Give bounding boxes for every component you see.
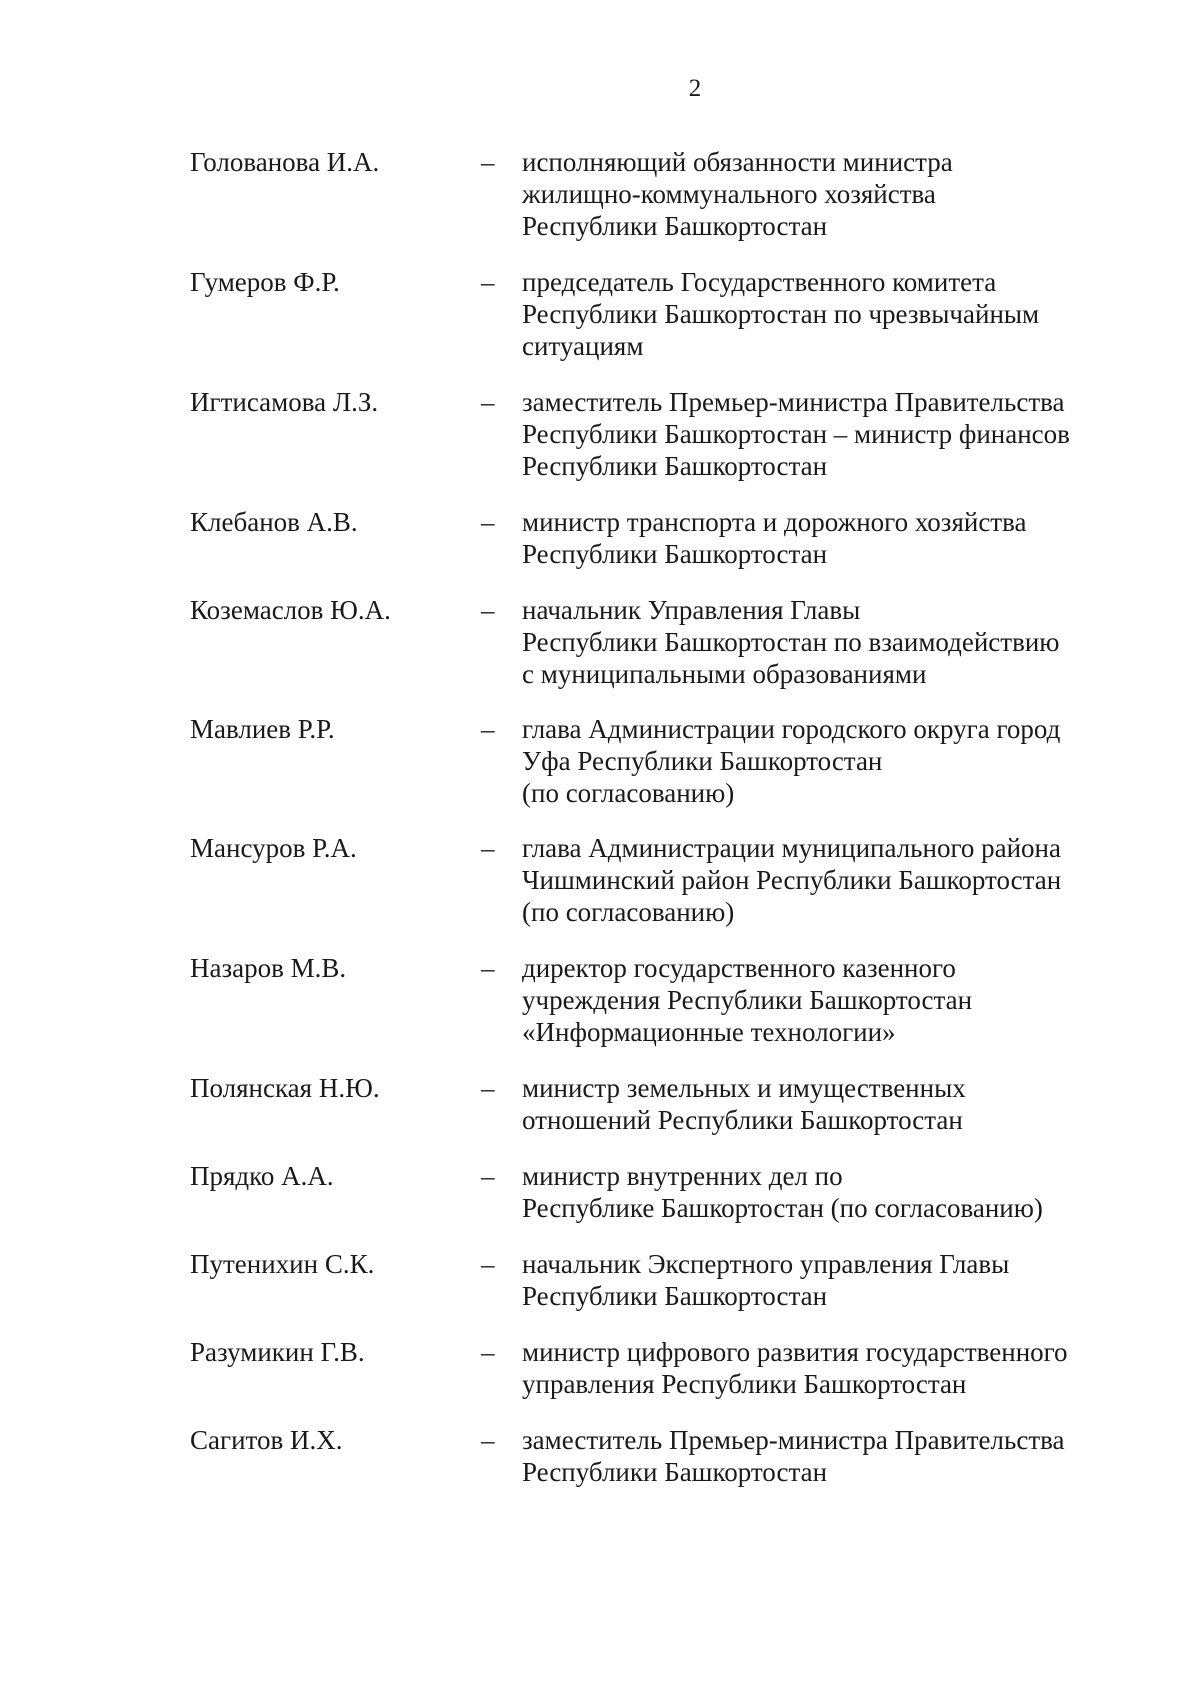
position-line: учреждения Республики Башкортостан: [522, 985, 973, 1015]
member-position: [522, 1072, 1152, 1136]
member-position: [522, 713, 1152, 809]
position-line: (по согласованию): [522, 897, 735, 927]
member-position: [522, 1248, 1152, 1312]
separator-dash: –: [481, 1161, 495, 1191]
member-position: [522, 1424, 1152, 1488]
separator-dash: –: [481, 595, 495, 625]
member-name: Клебанов А.В.: [190, 507, 358, 537]
separator-dash: –: [481, 267, 495, 297]
member-position: [522, 146, 1152, 242]
member-position: [522, 1336, 1152, 1400]
member-position: [522, 594, 1152, 690]
position-line: Республике Башкортостан (по согласованию): [522, 1193, 1043, 1223]
position-line: заместитель Премьер-министра Правительства: [522, 387, 1065, 417]
member-position: [522, 506, 1152, 570]
member-name: Мансуров Р.А.: [190, 833, 357, 863]
position-line: министр цифрового развития государственного: [522, 1337, 1068, 1367]
member-name: Назаров М.В.: [190, 953, 347, 983]
separator-dash: –: [481, 953, 495, 983]
member-name: Путенихин С.К.: [190, 1249, 375, 1279]
position-line: начальник Управления Главы: [522, 595, 861, 625]
position-line: Республики Башкортостан: [522, 211, 828, 241]
position-line: отношений Республики Башкортостан: [522, 1105, 963, 1135]
position-line: Чишминский район Республики Башкортостан: [522, 865, 1062, 895]
position-line: управления Республики Башкортостан: [522, 1369, 967, 1399]
member-name: Сагитов И.Х.: [190, 1425, 343, 1455]
separator-dash: –: [481, 833, 495, 863]
member-position: [522, 1160, 1152, 1224]
position-line: ситуациям: [522, 331, 644, 361]
position-line: председатель Государственного комитета: [522, 267, 997, 297]
position-line: министр земельных и имущественных: [522, 1073, 966, 1103]
position-line: «Информационные технологии»: [522, 1017, 896, 1047]
member-position: [522, 952, 1152, 1048]
member-name: Коземаслов Ю.А.: [190, 595, 391, 625]
position-line: (по согласованию): [522, 778, 735, 808]
member-position: [522, 266, 1152, 362]
position-line: заместитель Премьер-министра Правительства: [522, 1425, 1065, 1455]
position-line: жилищно-коммунального хозяйства: [522, 179, 936, 209]
position-line: Республики Башкортостан: [522, 1281, 828, 1311]
member-name: Мавлиев Р.Р.: [190, 714, 335, 744]
separator-dash: –: [481, 507, 495, 537]
separator-dash: –: [481, 147, 495, 177]
separator-dash: –: [481, 1337, 495, 1367]
separator-dash: –: [481, 1249, 495, 1279]
member-name: Прядко А.А.: [190, 1161, 334, 1191]
separator-dash: –: [481, 387, 495, 417]
position-line: глава Администрации городского округа город: [522, 714, 1061, 744]
position-line: начальник Экспертного управления Главы: [522, 1249, 1010, 1279]
position-line: директор государственного казенного: [522, 953, 956, 983]
separator-dash: –: [481, 1425, 495, 1455]
position-line: Республики Башкортостан – министр финансов: [522, 419, 1070, 449]
member-position: [522, 832, 1152, 928]
page-number: 2: [688, 75, 702, 102]
member-name: Игтисамова Л.З.: [190, 387, 379, 417]
member-name: Голованова И.А.: [190, 147, 380, 177]
position-line: исполняющий обязанности министра: [522, 147, 953, 177]
member-position: [522, 386, 1152, 482]
position-line: Республики Башкортостан по взаимодействию: [522, 627, 1060, 657]
member-name: Полянская Н.Ю.: [190, 1073, 380, 1103]
position-line: министр внутренних дел по: [522, 1161, 843, 1191]
position-line: глава Администрации муниципального района: [522, 833, 1061, 863]
position-line: Республики Башкортостан по чрезвычайным: [522, 299, 1040, 329]
separator-dash: –: [481, 714, 495, 744]
position-line: Республики Башкортостан: [522, 1457, 828, 1487]
member-name: Гумеров Ф.Р.: [190, 267, 340, 297]
position-line: министр транспорта и дорожного хозяйства: [522, 507, 1027, 537]
position-line: Уфа Республики Башкортостан: [522, 746, 883, 776]
separator-dash: –: [481, 1073, 495, 1103]
member-name: Разумикин Г.В.: [190, 1337, 365, 1367]
position-line: Республики Башкортостан: [522, 539, 828, 569]
position-line: с муниципальными образованиями: [522, 659, 927, 689]
position-line: Республики Башкортостан: [522, 451, 828, 481]
